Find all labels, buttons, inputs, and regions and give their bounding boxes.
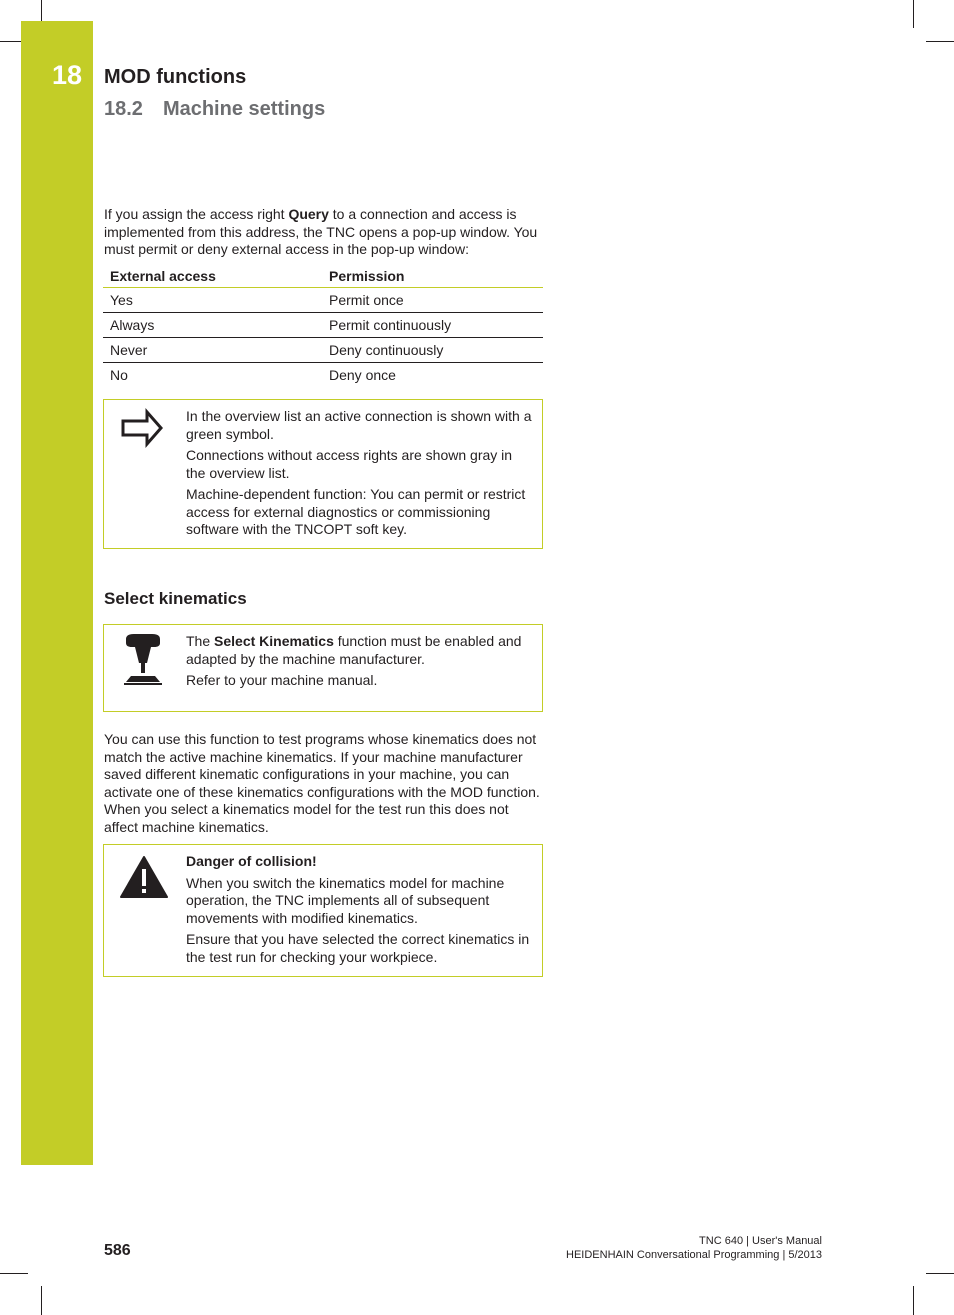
section-heading [104,98,325,121]
note-text: function must be enabled and adapted by the machine manufacturer. [186,633,522,667]
crop-mark [926,1273,954,1274]
access-table [103,264,543,387]
table-header-row [103,264,543,288]
table-row [103,363,543,388]
note-bold-term: Select Kinematics [214,633,334,649]
crop-mark [913,0,914,28]
table-cell: Permit continuously [322,313,543,338]
machine-note [103,624,543,712]
intro-text: to a connection and access is implemented from this address, the TNC opens a pop-up window. You must permit or deny external access in the pop-up window: [104,206,538,257]
section-number: 18.2 [104,98,143,120]
crop-mark [926,41,954,42]
table-row [103,288,543,313]
warning-note [103,844,543,977]
note-paragraph: In the overview list an active connection is shown with a green symbol. [186,408,532,442]
section-title: Machine settings [162,98,326,120]
table-cell: Never [103,338,322,363]
table-cell: Permit once [322,288,543,313]
warning-icon [104,845,184,910]
chapter-sidebar [21,21,93,1165]
note-paragraph: Connections without access rights are shown gray in the overview list. [186,447,513,481]
machine-tool-icon [104,625,184,700]
note-text: The [186,633,215,649]
table-cell: Deny once [329,367,396,383]
chapter-title: MOD functions [104,66,247,88]
column-header: Permission [322,264,543,288]
crop-mark [41,0,42,21]
select-kinematics-heading: Select kinematics [104,589,247,608]
footer-info [566,1234,822,1262]
info-note [103,399,543,549]
footer-line: HEIDENHAIN Conversational Programming | 5/2013 [566,1249,822,1261]
note-paragraph: Refer to your machine manual. [186,672,378,688]
chapter-number: 18 [52,60,83,90]
column-header: External access [103,264,322,288]
arrow-right-icon [104,400,184,465]
page-number: 586 [104,1242,131,1259]
crop-mark [0,1273,28,1274]
table-cell: Always [103,313,322,338]
crop-mark [913,1286,914,1315]
note-paragraph: Machine-dependent function: You can permit or restrict access for external diagnostics or commissioning software with the TNCOPT soft key. [186,486,526,537]
table-row [103,313,543,338]
warning-title: Danger of collision! [186,853,317,869]
intro-bold-term: Query [288,206,329,222]
table-cell: Yes [103,288,322,313]
footer-line: TNC 640 | User's Manual [699,1235,822,1247]
table-cell: Deny continuously [322,338,543,363]
intro-paragraph [104,206,544,259]
intro-text: If you assign the access right [104,206,289,222]
table-row [103,338,543,363]
crop-mark [0,41,21,42]
body-paragraph: You can use this function to test programs whose kinematics does not match the active machine kinematics. If your machine manufacturer saved different kinematic configurations in your machine, you can activate one of these kinematics configurations with the MOD function. When you select a kinematics model for the test run this does not affect machine kinematics. [104,731,540,835]
note-paragraph [186,633,534,668]
note-paragraph: When you switch the kinematics model for machine operation, the TNC implements all of subsequent movements with modified kinematics. [186,874,505,926]
crop-mark [41,1286,42,1315]
note-paragraph: Ensure that you have selected the correct kinematics in the test run for checking your workpiece. [186,931,530,965]
table-cell: No [110,367,128,383]
